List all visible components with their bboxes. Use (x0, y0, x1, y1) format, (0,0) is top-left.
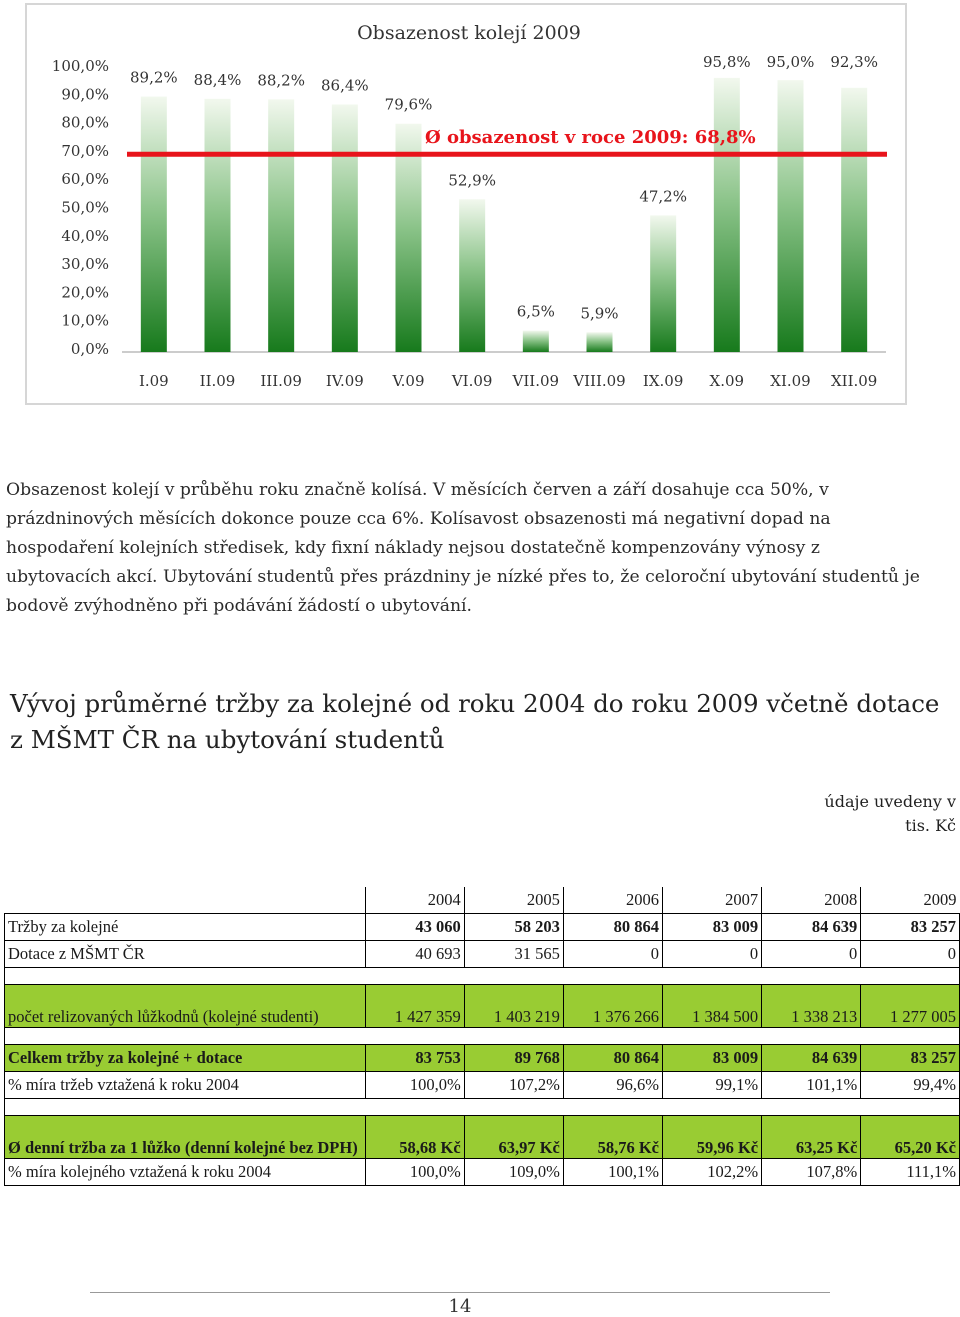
table-row (5, 1072, 960, 1099)
bar (650, 215, 676, 352)
x-tick-label: IV.09 (325, 372, 364, 390)
y-tick-label: 70,0% (61, 141, 109, 160)
section-heading: Vývoj průměrné tržby za kolejné od roku 2004 do roku 2009 včetně dotace z MŠMT ČR na ubytování studentů (10, 689, 940, 754)
y-tick-label: 80,0% (61, 113, 109, 132)
table-cell: 1 427 359 (365, 985, 464, 1028)
table-cell: 58,68 Kč (365, 1116, 464, 1159)
footer-rule (90, 1292, 830, 1293)
y-tick-label: 20,0% (61, 283, 109, 302)
data-label: 95,8% (703, 53, 751, 71)
table-row (5, 914, 960, 941)
table-cell: 89 768 (464, 1045, 563, 1072)
year-header: 2008 (762, 887, 861, 914)
row-label: Ø denní tržba za 1 lůžko (denní kolejné bez DPH) (5, 1116, 366, 1159)
average-label: Ø obsazenost v roce 2009: 68,8% (425, 127, 756, 148)
bar (714, 78, 740, 352)
x-tick-label: XII.09 (830, 372, 878, 390)
data-label: 47,2% (639, 187, 687, 206)
year-header: 2007 (663, 887, 762, 914)
y-axis-ticks (52, 57, 109, 358)
occupancy-chart (25, 3, 907, 405)
x-tick-label: X.09 (709, 372, 745, 390)
y-tick-label: 60,0% (61, 170, 109, 189)
bar (841, 88, 867, 352)
year-header: 2005 (464, 887, 563, 914)
table-cell: 80 864 (563, 1045, 662, 1072)
table-spacer-row (5, 1099, 960, 1116)
header-empty (5, 887, 366, 914)
table-cell: 111,1% (861, 1159, 960, 1186)
x-tick-label: III.09 (260, 372, 302, 390)
table-cell: 101,1% (762, 1072, 861, 1099)
table-cell: 107,2% (464, 1072, 563, 1099)
table-cell: 1 384 500 (663, 985, 762, 1028)
bar-group (130, 53, 878, 352)
data-label: 89,2% (130, 68, 178, 87)
table-cell: 59,96 Kč (663, 1116, 762, 1159)
table-cell: 83 009 (663, 914, 762, 941)
x-tick-label: V.09 (392, 372, 425, 390)
table-cell: 40 693 (365, 941, 464, 968)
table-cell: 0 (762, 941, 861, 968)
table-cell: 84 639 (762, 914, 861, 941)
table-cell: 0 (861, 941, 960, 968)
occupancy-paragraph (6, 476, 921, 621)
table-row (5, 941, 960, 968)
bar (523, 331, 549, 352)
table-header-row (5, 887, 960, 914)
table-cell: 1 338 213 (762, 985, 861, 1028)
chart-title: Obsazenost kolejí 2009 (357, 22, 581, 44)
row-label: Dotace z MŠMT ČR (5, 941, 366, 968)
x-tick-label: VI.09 (451, 372, 493, 390)
x-tick-label: VIII.09 (573, 372, 626, 390)
row-label: Celkem tržby za kolejné + dotace (5, 1045, 366, 1072)
y-tick-label: 90,0% (61, 85, 109, 104)
table-cell: 1 403 219 (464, 985, 563, 1028)
row-label: % míra tržeb vztažená k roku 2004 (5, 1072, 366, 1099)
row-label: Tržby za kolejné (5, 914, 366, 941)
paragraph-text: Obsazenost kolejí v průběhu roku značně kolísá. V měsících červen a září dosahuje cca 50%, v prázdninových měsících dokonce pouze cca 6%. Kolísavost obsazenosti má negativní dopad na hospodaření kolejních středisek, kdy fixní náklady nejsou dostatečně kompenzovány výnosy z ubytovacích akcí. Ubytování studentů přes prázdniny je nízké přes to, že celoroční ubytování studentů je bodově zvýhodněno při podávání žádostí o ubytování. (6, 480, 920, 616)
table-cell: 83 753 (365, 1045, 464, 1072)
bar (141, 97, 167, 352)
table-cell: 96,6% (563, 1072, 662, 1099)
table-row (5, 985, 960, 1028)
data-label: 95,0% (766, 53, 815, 71)
data-label: 92,3% (830, 53, 878, 71)
bar (268, 99, 294, 352)
year-header: 2006 (563, 887, 662, 914)
row-label: počet relizovaných lůžkodnů (kolejné studenti) (5, 985, 366, 1028)
table-cell: 31 565 (464, 941, 563, 968)
year-header: 2009 (861, 887, 960, 914)
table-cell: 58 203 (464, 914, 563, 941)
table-cell: 99,4% (861, 1072, 960, 1099)
y-tick-label: 0,0% (70, 340, 109, 358)
table-cell: 65,20 Kč (861, 1116, 960, 1159)
data-label: 6,5% (516, 302, 555, 321)
table-cell: 83 257 (861, 914, 960, 941)
bar (205, 99, 231, 352)
x-axis-labels (139, 372, 877, 390)
table-cell: 43 060 (365, 914, 464, 941)
table-spacer-row (5, 1028, 960, 1045)
y-tick-label: 50,0% (61, 198, 109, 217)
year-header: 2004 (365, 887, 464, 914)
table-cell: 0 (563, 941, 662, 968)
table-cell: 100,0% (365, 1159, 464, 1186)
x-tick-label: XI.09 (770, 372, 811, 390)
table-spacer-row (5, 968, 960, 985)
table-cell: 102,2% (663, 1159, 762, 1186)
x-tick-label: VII.09 (512, 372, 560, 390)
y-tick-label: 40,0% (61, 226, 109, 245)
table-cell: 58,76 Kč (563, 1116, 662, 1159)
table-cell: 63,97 Kč (464, 1116, 563, 1159)
table-cell: 83 257 (861, 1045, 960, 1072)
x-tick-label: II.09 (199, 372, 236, 390)
bar (396, 124, 422, 352)
y-tick-label: 30,0% (61, 255, 109, 274)
table-cell: 80 864 (563, 914, 662, 941)
data-label: 79,6% (384, 95, 433, 114)
data-label: 5,9% (580, 304, 619, 323)
bar (332, 104, 358, 352)
table-cell: 100,1% (563, 1159, 662, 1186)
table-row (5, 1045, 960, 1072)
table-cell: 107,8% (762, 1159, 861, 1186)
table-cell: 1 277 005 (861, 985, 960, 1028)
x-tick-label: I.09 (138, 372, 169, 390)
table-cell: 100,0% (365, 1072, 464, 1099)
data-label: 88,4% (193, 70, 242, 89)
table-cell: 1 376 266 (563, 985, 662, 1028)
data-label: 88,2% (257, 71, 305, 90)
bar (587, 332, 613, 352)
x-tick-label: IX.09 (642, 372, 684, 390)
row-label: % míra kolejného vztažená k roku 2004 (5, 1159, 366, 1186)
table-row (5, 1116, 960, 1159)
y-tick-label: 100,0% (51, 57, 109, 75)
occupancy-chart-svg (27, 5, 905, 403)
page-number: 14 (448, 1296, 472, 1317)
table-cell: 84 639 (762, 1045, 861, 1072)
y-tick-label: 10,0% (61, 311, 109, 330)
units-note: údaje uvedeny v tis. Kč (824, 792, 956, 835)
table-cell: 99,1% (663, 1072, 762, 1099)
table-row (5, 1159, 960, 1186)
table-cell: 63,25 Kč (762, 1116, 861, 1159)
table-cell: 0 (663, 941, 762, 968)
data-label: 52,9% (448, 171, 496, 190)
table-cell: 109,0% (464, 1159, 563, 1186)
bar (778, 80, 804, 352)
revenue-table (4, 887, 960, 1186)
bar (459, 199, 485, 352)
data-label: 86,4% (321, 76, 369, 95)
table-cell: 83 009 (663, 1045, 762, 1072)
